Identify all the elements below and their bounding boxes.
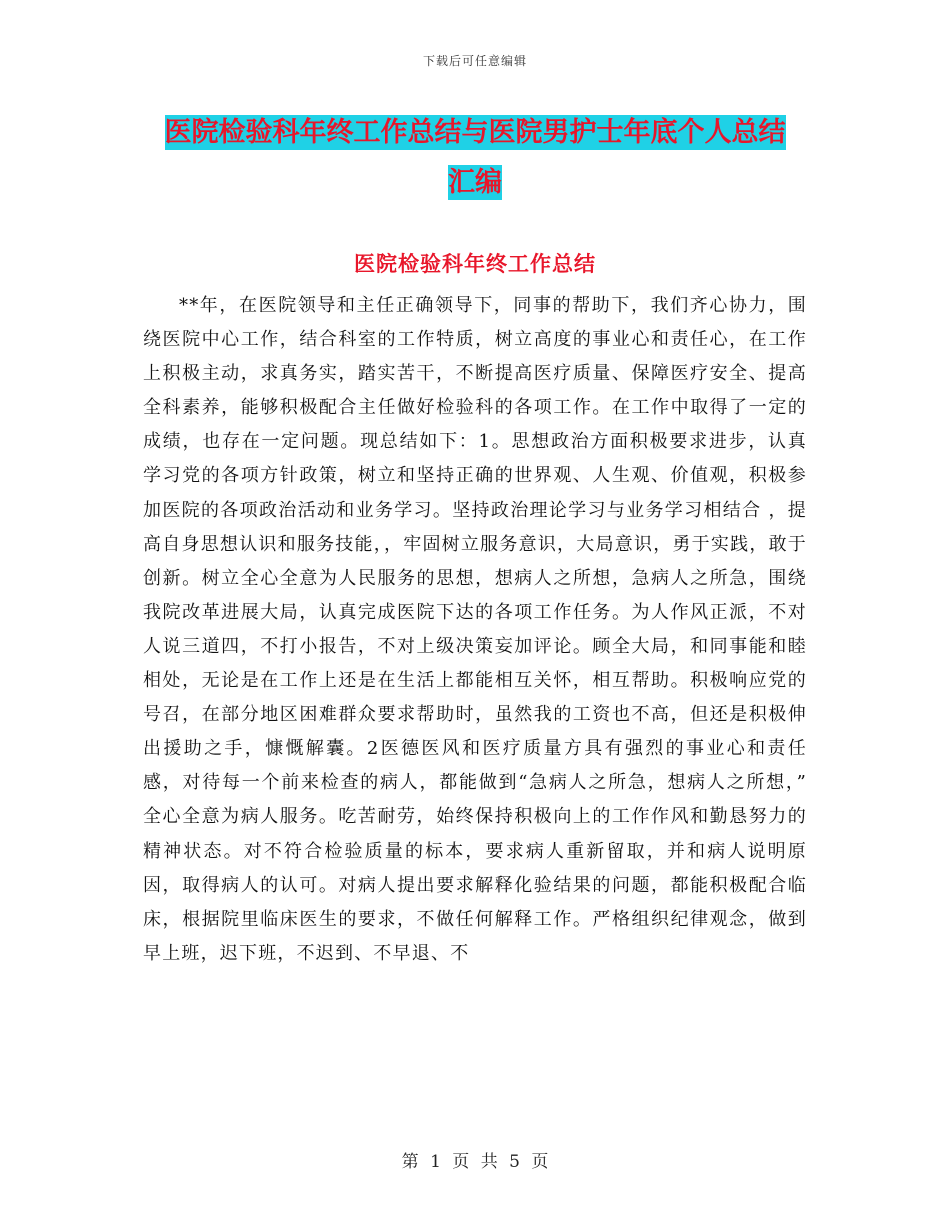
document-title-line2: 汇编 bbox=[448, 167, 502, 198]
section-title: 医院检验科年终工作总结 bbox=[354, 252, 596, 276]
page-footer: 第 1 页 共 5 页 bbox=[401, 1152, 549, 1172]
body-paragraph: **年，在医院领导和主任正确领导下，同事的帮助下，我们齐心协力，围绕医院中心工作，结合科室的工作特质，树立高度的事业心和责任心，在工作上积极主动，求真务实，踏实苦干，不断提高医疗质量、保障医疗安全、提高全科素养，能够积极配合主任做好检验科的各项工作。在工作中取得了一定的成绩，也存在一定问题。现总结如下：1。思想政治方面积极要求进步，认真学习党的各项方针政策，树立和坚持正确的世界观、人生观、价值观，积极参加医院的各项政治活动和业务学习。坚持政治理论学习与业务学习相结合 ，提高自身思想认识和服务技能，，牢固树立服务意识，大局意识，勇于实践，敢于创新。树立全心全意为人民服务的思想，想病人之所想，急病人之所急，围绕我院改革进展大局，认真完成医院下达的各项工作任务。为人作风正派，不对人说三道四，不打小报告，不对上级决策妄加评论。顾全大局，和同事能和睦相处，无论是在工作上还是在生活上都能相互关怀，相互帮助。积极响应党的号召，在部分地区困难群众要求帮助时，虽然我的工资也不高，但还是积极伸出援助之手，慷慨解囊。2医德医风和医疗质量方具有强烈的事业心和责任感，对待每一个前来检查的病人，都能做到“急病人之所急，想病人之所想，” 全心全意为病人服务。吃苦耐劳，始终保持积极向上的工作作风和勤恳努力的精神状态。对不符合检验质量的标本，要求病人重新留取，并和病人说明原因，取得病人的认可。对病人提出要求解释化验结果的问题，都能积极配合临床，根据院里临床医生的要求，不做任何解释工作。严格组织纪律观念，做到早上班，迟下班，不迟到、不早退、不 bbox=[143, 295, 807, 964]
document-title bbox=[120, 108, 830, 208]
page-header-note: 下载后可任意编辑 bbox=[422, 54, 527, 68]
document-title-line1: 医院检验科年终工作总结与医院男护士年底个人总结 bbox=[164, 117, 786, 148]
